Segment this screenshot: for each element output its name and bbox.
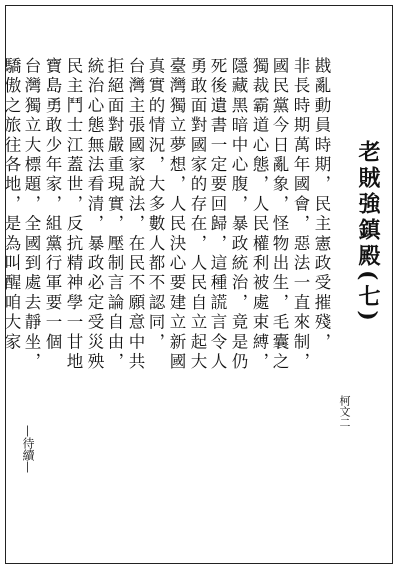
- text-line: 戡亂動員時期，民主憲政受摧殘，: [312, 57, 331, 353]
- text-line: 驕傲之旅往各地，是為叫醒咱大家: [2, 57, 21, 353]
- text-line: 統治心態無法看清，暴政必定受災殃: [85, 57, 104, 373]
- text-line: 拒絕面對嚴重現實，壓制言論自由，: [105, 57, 124, 373]
- text-line: 死後遺書一定要回歸，這種謊言令人: [208, 57, 227, 373]
- text-line: 獨裁霸道心態，人民權利被處束縛，: [250, 57, 269, 373]
- text-line: 臺灣獨立夢想，人民決心要建立新國: [167, 57, 186, 373]
- text-line: 非長時期萬年國會，惡法一直來制，: [291, 57, 310, 373]
- page-title: 老賊強鎮殿(七): [355, 140, 381, 325]
- text-line: 隱藏黑暗中心腹，暴政統治，竟是仍: [229, 57, 248, 373]
- text-line: 真實的情況，大多數人都不認同，: [146, 57, 165, 353]
- text-line: 台灣主張國家說法，在民不願意中共: [126, 57, 145, 373]
- continued-mark: —待續—: [21, 425, 35, 473]
- text-line: 國民黨今日亂象，怪物出生，毛囊之: [270, 57, 289, 373]
- text-line: 民主鬥士江蓋世，反抗精神學一甘地: [64, 57, 83, 373]
- text-line: 寶島勇敢少年家，組黨行軍要一個: [43, 57, 62, 353]
- text-line: 台灣獨立大標題，全國到處去靜坐，: [22, 57, 41, 373]
- author-byline: 柯文二: [338, 395, 351, 428]
- text-line: 勇敢面對國家的存在，人民自立起大: [188, 57, 207, 373]
